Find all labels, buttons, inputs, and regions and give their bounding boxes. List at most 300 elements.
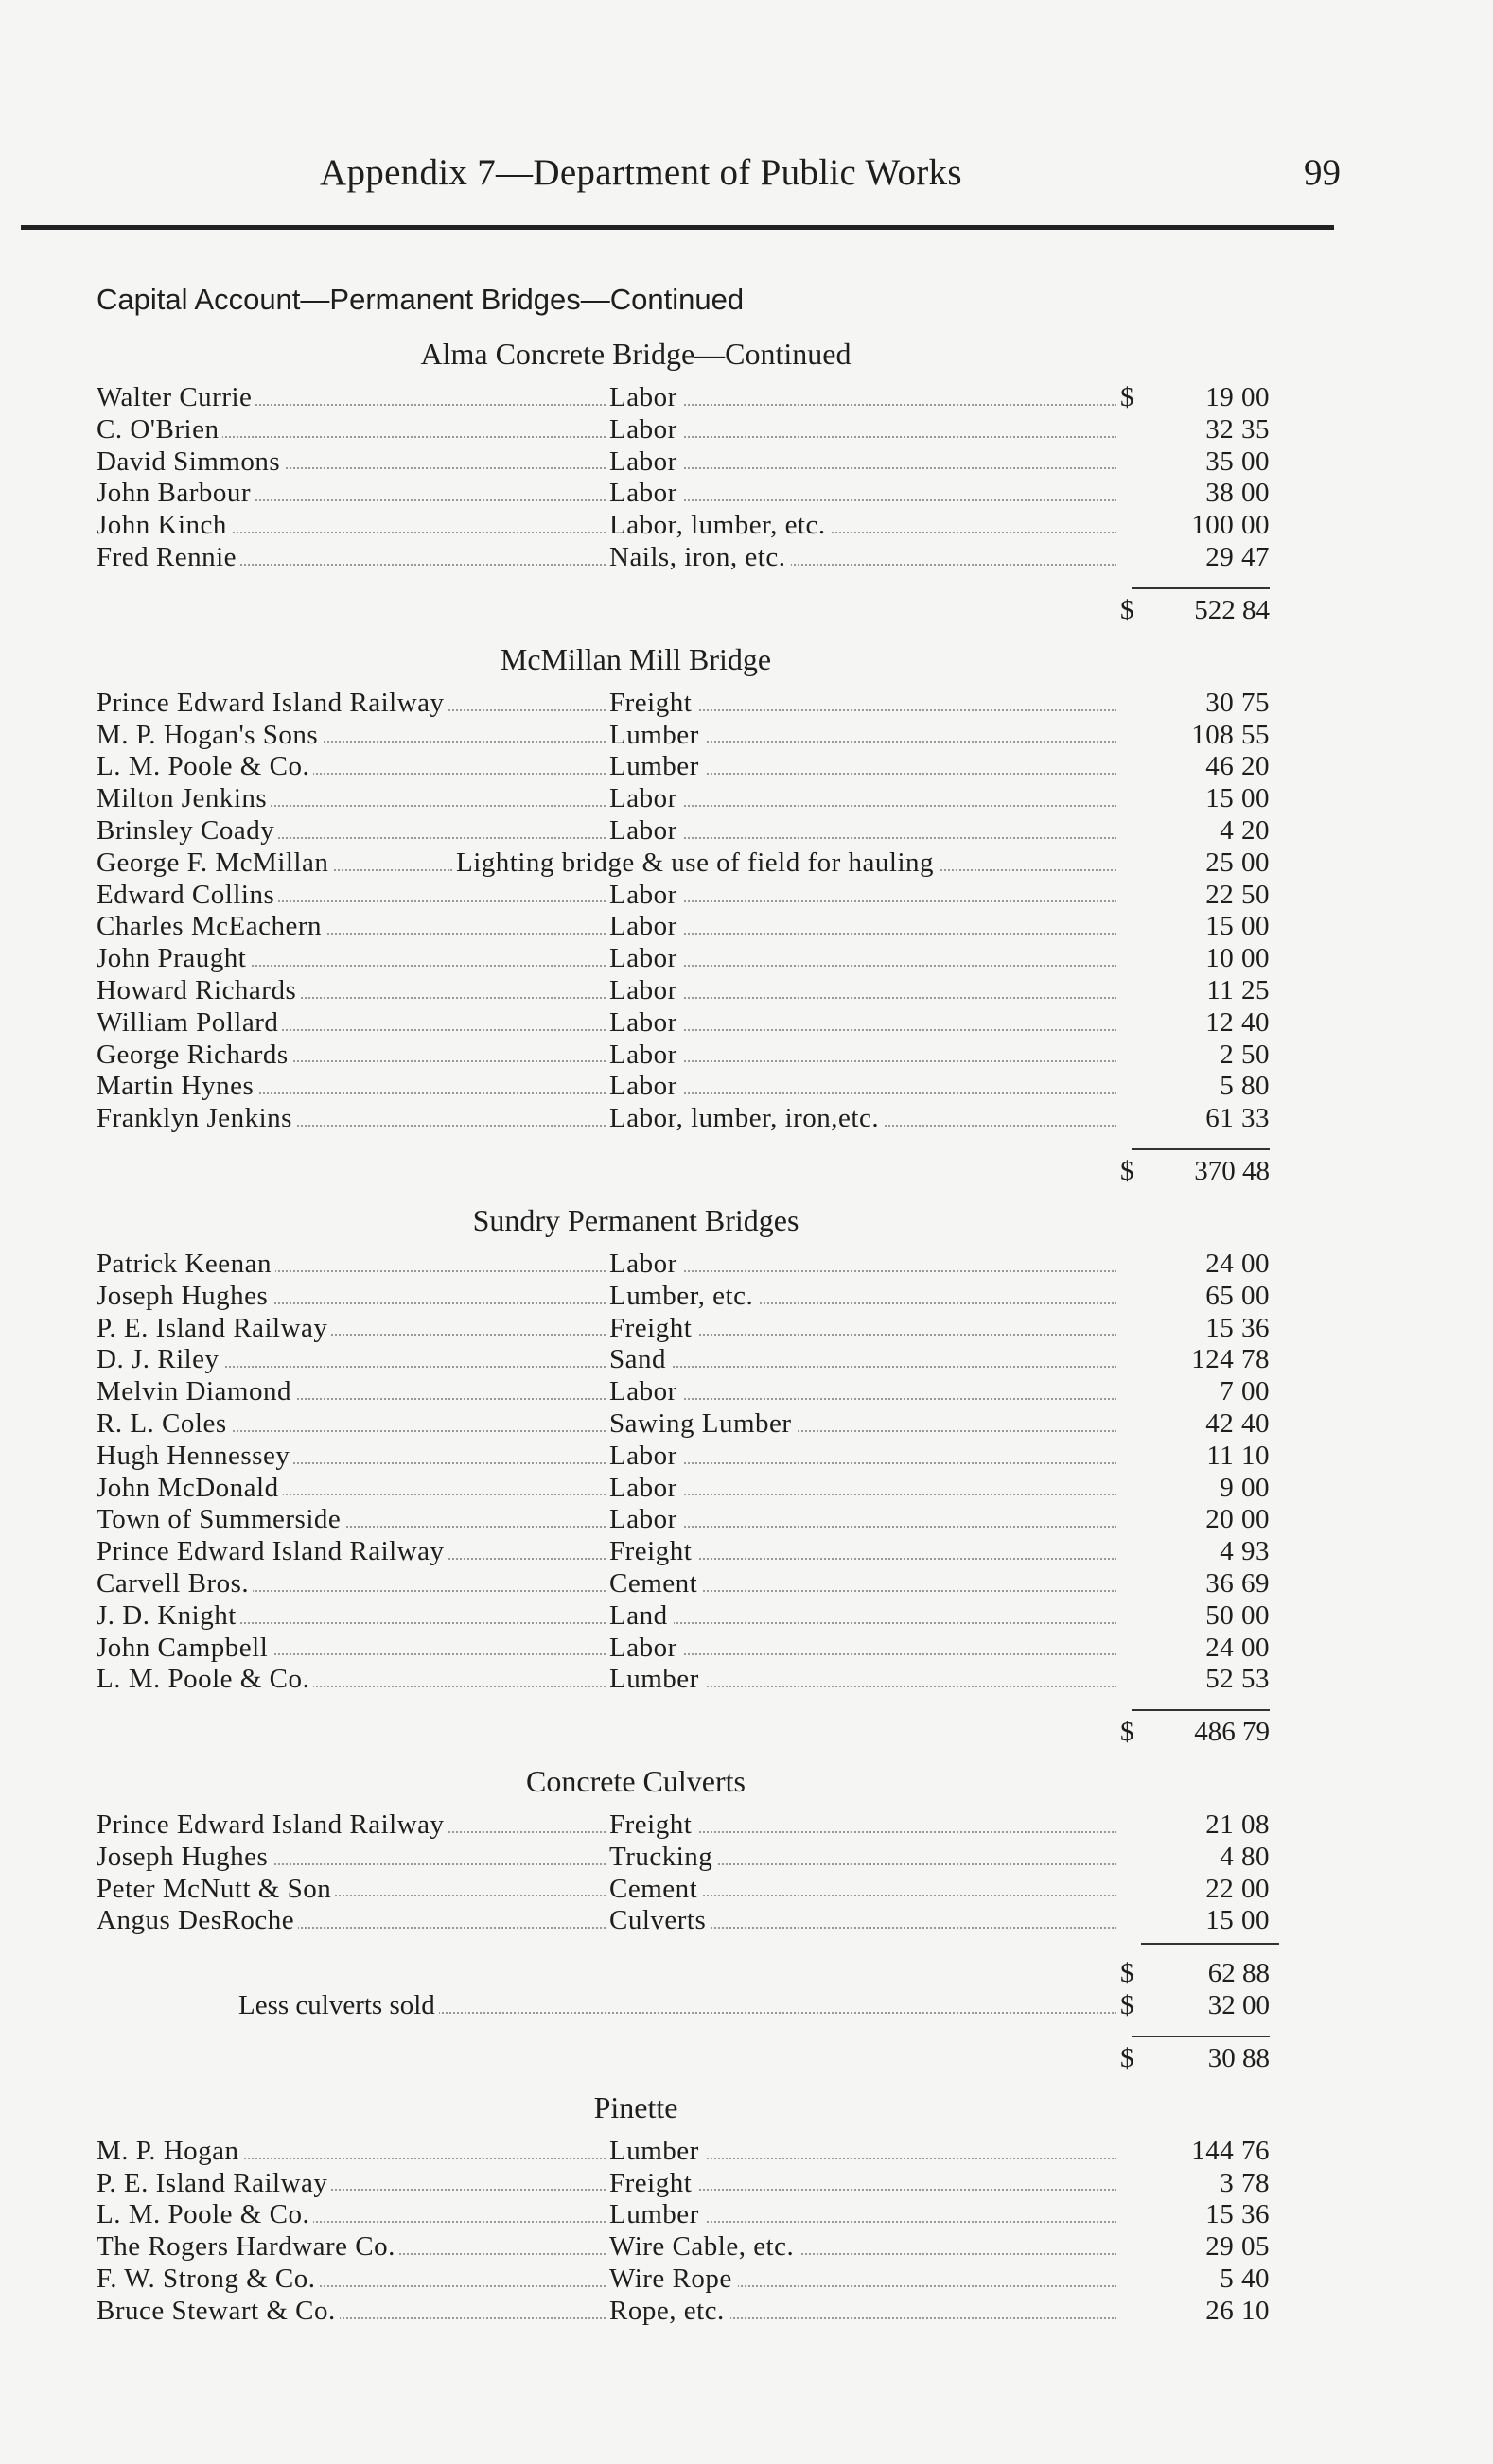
item-text: Lumber	[609, 2136, 705, 2166]
dollar-sign	[1120, 2296, 1149, 2328]
payee-name: M. P. Hogan's Sons	[97, 720, 322, 750]
ledger-entry	[97, 2168, 1289, 2200]
amount-value: 32 35	[1205, 413, 1270, 445]
less-row	[97, 1990, 1289, 2022]
payee-name: Bruce Stewart & Co.	[97, 2296, 340, 2326]
item-text: Labor	[609, 880, 683, 910]
item-text: Wire Rope	[609, 2263, 738, 2294]
entry-amount	[1120, 751, 1270, 783]
entry-amount	[1120, 2199, 1270, 2231]
ledger-entry	[97, 478, 1289, 510]
payee-name: L. M. Poole & Co.	[97, 2199, 313, 2229]
ledger-entry	[97, 2199, 1289, 2231]
payee-name: Martin Hynes	[97, 1071, 257, 1101]
amount-value: 9 00	[1220, 1472, 1270, 1503]
dollar-sign	[1120, 943, 1149, 975]
amount-value: 3 78	[1220, 2167, 1270, 2198]
gross-row	[97, 1958, 1289, 1990]
payee	[97, 1568, 609, 1600]
less-amount	[1120, 1990, 1270, 2022]
dollar-sign	[1120, 510, 1149, 542]
entry-amount	[1120, 1376, 1270, 1408]
ledger-entry	[97, 1007, 1289, 1040]
payee-name: Town of Summerside	[97, 1504, 344, 1534]
dollar-sign	[1120, 688, 1149, 720]
ledger-entry	[97, 1633, 1289, 1665]
item-description	[609, 1842, 1120, 1874]
entry-amount	[1120, 1313, 1270, 1345]
entry-amount	[1120, 1905, 1270, 1937]
dollar-sign	[1120, 975, 1149, 1007]
dollar-sign	[1120, 542, 1149, 574]
entry-amount	[1120, 848, 1270, 880]
payee	[97, 1408, 609, 1441]
dollar-sign	[1120, 2168, 1149, 2200]
payee	[97, 1103, 609, 1135]
entry-amount	[1120, 542, 1270, 574]
item-description	[609, 2231, 1120, 2263]
payee-name: P. E. Island Railway	[97, 2168, 331, 2198]
ledger-entry	[97, 1344, 1289, 1376]
section-total	[97, 1135, 1289, 1192]
ledger-section	[97, 325, 1289, 631]
entry-amount	[1120, 1809, 1270, 1842]
ledger-entry	[97, 1473, 1289, 1505]
entry-amount	[1120, 943, 1270, 975]
item-description	[609, 2263, 1120, 2296]
page-header	[0, 151, 1493, 208]
amount-value: 36 69	[1205, 1567, 1270, 1599]
dollar-sign	[1120, 478, 1149, 510]
dollar-sign	[1120, 1633, 1149, 1665]
item-text: Culverts	[609, 1905, 711, 1935]
item-description	[609, 688, 1120, 720]
payee-name: John Campbell	[97, 1633, 272, 1663]
amount-value: 24 00	[1205, 1248, 1270, 1279]
amount-value: 19 00	[1205, 382, 1270, 412]
ledger-entry	[97, 1040, 1289, 1072]
amount-value: 22 00	[1205, 1873, 1270, 1904]
payee	[97, 1633, 609, 1665]
dollar-sign	[1120, 1007, 1149, 1040]
payee-name: Peter McNutt & Son	[97, 1874, 335, 1904]
amount-value: 12 40	[1205, 1006, 1270, 1038]
subtotal-rule	[1141, 1943, 1279, 1945]
payee	[97, 848, 456, 880]
item-description	[609, 1809, 1120, 1842]
entry-amount	[1120, 1842, 1270, 1874]
item-description	[609, 446, 1120, 479]
dollar-sign	[1120, 751, 1149, 783]
payee-name: Joseph Hughes	[97, 1281, 272, 1311]
entry-amount	[1120, 1281, 1270, 1313]
dollar-sign	[1120, 2263, 1149, 2296]
item-text: Labor	[609, 1007, 683, 1038]
amount-value: 2 50	[1220, 1039, 1270, 1070]
total-row	[1120, 1156, 1270, 1187]
payee-name: George Richards	[97, 1040, 292, 1070]
ledger-entry	[97, 542, 1289, 574]
item-description	[609, 1905, 1120, 1937]
amount-value: 7 00	[1220, 1376, 1270, 1407]
payee	[97, 1281, 609, 1313]
entry-amount	[1120, 1040, 1270, 1072]
item-description	[609, 1633, 1120, 1665]
payee-name: Prince Edward Island Railway	[97, 1809, 448, 1840]
total-rule	[1132, 1709, 1270, 1711]
payee	[97, 783, 609, 815]
ledger-entry	[97, 911, 1289, 943]
item-text: Labor	[609, 911, 683, 941]
item-description	[609, 975, 1120, 1007]
section-title: McMillan Mill Bridge	[500, 641, 772, 676]
item-description	[609, 1376, 1120, 1408]
amount-value: 46 20	[1205, 751, 1270, 782]
entry-amount	[1120, 720, 1270, 752]
entry-amount	[1120, 414, 1270, 446]
payee-name: Fred Rennie	[97, 542, 240, 572]
ledger-section	[97, 1192, 1289, 1753]
payee-name: L. M. Poole & Co.	[97, 751, 313, 781]
payee	[97, 1040, 609, 1072]
entry-list	[97, 2136, 1289, 2328]
item-description	[609, 2199, 1120, 2231]
amount-value: 20 00	[1205, 1504, 1270, 1535]
item-description	[609, 2168, 1120, 2200]
entry-amount	[1120, 2136, 1270, 2168]
account-heading: Capital Account—Permanent Bridges—Continued	[97, 283, 745, 316]
entry-amount	[1120, 510, 1270, 542]
item-text: Sawing Lumber	[609, 1408, 798, 1439]
ledger-entry	[97, 1874, 1289, 1906]
amount-value: 15 36	[1205, 1312, 1270, 1343]
dollar-sign	[1120, 720, 1149, 752]
entry-amount	[1120, 1504, 1270, 1536]
total-amount: 370 48	[1194, 1155, 1270, 1186]
payee	[97, 478, 609, 510]
amount-value: 15 00	[1205, 911, 1270, 942]
item-text: Labor, lumber, iron,etc.	[609, 1103, 885, 1133]
item-description	[609, 542, 1120, 574]
dollar-sign	[1120, 1568, 1149, 1600]
payee	[97, 1905, 609, 1937]
entry-amount	[1120, 2231, 1270, 2263]
payee	[97, 1313, 609, 1345]
item-text: Labor	[609, 1040, 683, 1070]
item-text: Nails, iron, etc.	[609, 542, 791, 572]
dollar-sign	[1120, 880, 1149, 912]
item-description	[609, 1874, 1120, 1906]
payee	[97, 1809, 609, 1842]
item-text: Labor	[609, 975, 683, 1005]
entry-amount	[1120, 446, 1270, 479]
dollar-sign: $	[1120, 1155, 1134, 1186]
item-text: Labor	[609, 1473, 683, 1503]
total-row	[1120, 595, 1270, 626]
item-description	[609, 1664, 1120, 1696]
amount-value: 26 10	[1205, 2295, 1270, 2326]
amount-value: 21 08	[1205, 1809, 1270, 1841]
entry-amount	[1120, 880, 1270, 912]
amount-value: 11 10	[1206, 1440, 1270, 1471]
total-amount: 522 84	[1194, 594, 1270, 625]
item-text: Labor	[609, 815, 683, 846]
payee	[97, 2231, 609, 2263]
payee-name: Prince Edward Island Railway	[97, 1536, 448, 1566]
item-description	[609, 510, 1120, 542]
item-description	[609, 1568, 1120, 1600]
item-description	[609, 1313, 1120, 1345]
item-text: Freight	[609, 1313, 697, 1343]
ledger-entry	[97, 848, 1289, 880]
item-description	[609, 478, 1120, 510]
item-description	[609, 2296, 1120, 2328]
dollar-sign	[1120, 1103, 1149, 1135]
item-text: Cement	[609, 1568, 703, 1599]
amount-value: 50 00	[1205, 1599, 1270, 1631]
payee	[97, 720, 609, 752]
payee	[97, 815, 609, 848]
total-amount: 486 79	[1194, 1717, 1270, 1748]
payee-name: John Barbour	[97, 478, 255, 508]
payee-name: Patrick Keenan	[97, 1249, 275, 1279]
payee	[97, 2168, 609, 2200]
payee	[97, 943, 609, 975]
section-total	[97, 1696, 1289, 1753]
total-row	[1120, 1717, 1270, 1748]
dollar-sign: $	[1120, 382, 1134, 412]
dollar-sign	[1120, 446, 1149, 479]
amount-value: 61 33	[1205, 1103, 1270, 1134]
amount-value: 42 40	[1205, 1407, 1270, 1439]
item-description	[609, 720, 1120, 752]
payee	[97, 975, 609, 1007]
page-title: Appendix 7—Department of Public Works	[320, 152, 962, 193]
ledger-entry	[97, 975, 1289, 1007]
total-rule	[1132, 1148, 1270, 1150]
dollar-sign: $	[1120, 1717, 1134, 1748]
entry-amount	[1120, 2263, 1270, 2296]
payee	[97, 2296, 609, 2328]
payee	[97, 1007, 609, 1040]
payee	[97, 1664, 609, 1696]
total-rule	[1132, 587, 1270, 589]
payee	[97, 542, 609, 574]
total-row	[1120, 2043, 1270, 2074]
amount-value: 24 00	[1205, 1632, 1270, 1663]
item-description	[609, 1249, 1120, 1281]
dollar-sign: $	[1120, 2042, 1134, 2073]
ledger-entry	[97, 1103, 1289, 1135]
dollar-sign: $	[1120, 1990, 1134, 2021]
item-description	[609, 1504, 1120, 1536]
payee-name: Brinsley Coady	[97, 815, 278, 846]
ledger-entry	[97, 1568, 1289, 1600]
dollar-sign	[1120, 1536, 1149, 1568]
dollar-sign	[1120, 848, 1149, 880]
dollar-sign	[1120, 783, 1149, 815]
section-title: Pinette	[593, 2089, 678, 2124]
amount-value: 144 76	[1191, 2135, 1270, 2166]
payee-name: P. E. Island Railway	[97, 1313, 331, 1343]
entry-amount	[1120, 783, 1270, 815]
item-description	[609, 414, 1120, 446]
amount-value: 10 00	[1205, 943, 1270, 974]
total-amount: 30 88	[1207, 2042, 1270, 2073]
amount-value: 5 40	[1220, 2263, 1270, 2295]
payee	[97, 1376, 609, 1408]
payee-name: Angus DesRoche	[97, 1905, 298, 1935]
ledger-entry	[97, 1376, 1289, 1408]
payee-name: C. O'Brien	[97, 414, 222, 445]
item-description	[609, 1007, 1120, 1040]
payee	[97, 1249, 609, 1281]
dollar-sign	[1120, 1408, 1149, 1441]
ledger-entry	[97, 1905, 1289, 1937]
payee	[97, 1071, 609, 1103]
dollar-sign	[1120, 1441, 1149, 1473]
ledger-section	[97, 1753, 1289, 2079]
item-description	[609, 1473, 1120, 1505]
item-description	[609, 1071, 1120, 1103]
item-text: Labor	[609, 414, 683, 445]
ledger-entry	[97, 1809, 1289, 1842]
entry-amount	[1120, 1633, 1270, 1665]
payee-name: Joseph Hughes	[97, 1842, 272, 1872]
item-text: Labor	[609, 1633, 683, 1663]
amount-value: 4 93	[1220, 1536, 1270, 1567]
dollar-sign	[1120, 815, 1149, 848]
payee	[97, 688, 609, 720]
entry-amount	[1120, 1441, 1270, 1473]
ledger-entry	[97, 1600, 1289, 1633]
entry-amount	[1120, 1600, 1270, 1633]
payee	[97, 751, 609, 783]
dollar-sign	[1120, 2199, 1149, 2231]
ledger-entry	[97, 2136, 1289, 2168]
dollar-sign	[1120, 1905, 1149, 1937]
item-text: Sand	[609, 1344, 672, 1374]
ledger-entry	[97, 1071, 1289, 1103]
payee	[97, 2199, 609, 2231]
payee-name: Howard Richards	[97, 975, 300, 1005]
dollar-sign	[1120, 1874, 1149, 1906]
item-text: Rope, etc.	[609, 2296, 730, 2326]
item-text: Land	[609, 1600, 674, 1631]
ledger-entry	[97, 510, 1289, 542]
item-text: Lumber, etc.	[609, 1281, 759, 1311]
amount-value: 124 78	[1191, 1344, 1270, 1375]
ledger-entry	[97, 2231, 1289, 2263]
payee-name: David Simmons	[97, 446, 284, 477]
payee-name: William Pollard	[97, 1007, 282, 1038]
ledger-entry	[97, 1441, 1289, 1473]
entry-amount	[1120, 688, 1270, 720]
item-text: Labor	[609, 1249, 683, 1279]
item-text: Labor	[609, 382, 683, 412]
payee-name: Melvin Diamond	[97, 1376, 295, 1407]
item-text: Lumber	[609, 1664, 705, 1694]
payee-name: Edward Collins	[97, 880, 278, 910]
dollar-sign	[1120, 1249, 1149, 1281]
dollar-sign: $	[1120, 594, 1134, 625]
item-description	[609, 1344, 1120, 1376]
dollar-sign	[1120, 1809, 1149, 1842]
ledger-section	[97, 2079, 1289, 2328]
payee-name: Carvell Bros.	[97, 1568, 253, 1599]
entry-list	[97, 382, 1289, 574]
item-description	[609, 382, 1120, 414]
item-text: Cement	[609, 1874, 703, 1904]
dollar-sign	[1120, 1344, 1149, 1376]
item-description	[609, 1536, 1120, 1568]
amount-value: 65 00	[1205, 1280, 1270, 1311]
payee-name: L. M. Poole & Co.	[97, 1664, 313, 1694]
payee-name: M. P. Hogan	[97, 2136, 243, 2166]
ledger-entry	[97, 382, 1289, 414]
amount-value: 30 75	[1205, 687, 1270, 718]
dollar-sign	[1120, 414, 1149, 446]
ledger-entry	[97, 751, 1289, 783]
payee	[97, 1473, 609, 1505]
item-description	[609, 1103, 1120, 1135]
item-description	[609, 2136, 1120, 2168]
dollar-sign	[1120, 1842, 1149, 1874]
item-text: Labor	[609, 943, 683, 973]
less-label-text: Less culverts sold	[238, 1990, 439, 2020]
item-text: Freight	[609, 2168, 697, 2198]
ledger-section	[97, 631, 1289, 1192]
ledger-entry	[97, 414, 1289, 446]
item-text: Labor	[609, 1504, 683, 1534]
entry-amount	[1120, 1536, 1270, 1568]
amount-value: 100 00	[1191, 510, 1270, 541]
payee-name: John Kinch	[97, 510, 231, 540]
payee-name: The Rogers Hardware Co.	[97, 2231, 399, 2262]
amount-value: 15 00	[1205, 1905, 1270, 1936]
ledger-entry	[97, 1504, 1289, 1536]
ledger-entry	[97, 1281, 1289, 1313]
entry-amount	[1120, 1874, 1270, 1906]
entry-amount	[1120, 1568, 1270, 1600]
item-text: Freight	[609, 688, 697, 718]
amount-value: 62 88	[1207, 1958, 1270, 1989]
entry-amount	[1120, 1473, 1270, 1505]
section-total	[97, 574, 1289, 631]
item-description	[456, 848, 1120, 880]
ledger-entry	[97, 1249, 1289, 1281]
payee	[97, 1504, 609, 1536]
ledger-entry	[97, 783, 1289, 815]
dollar-sign	[1120, 1473, 1149, 1505]
gross-amount	[1120, 1958, 1270, 1990]
entry-amount	[1120, 975, 1270, 1007]
payee-name: John McDonald	[97, 1473, 283, 1503]
payee	[97, 510, 609, 542]
payee	[97, 1600, 609, 1633]
payee-name: Hugh Hennessey	[97, 1441, 293, 1471]
amount-value: 4 20	[1220, 814, 1270, 846]
item-description	[609, 815, 1120, 848]
entry-list	[97, 1249, 1289, 1696]
payee	[97, 1536, 609, 1568]
ledger-entry	[97, 1408, 1289, 1441]
section-title: Concrete Culverts	[526, 1764, 746, 1799]
payee	[97, 382, 609, 414]
ledger-sections	[97, 325, 1289, 2328]
ledger-entry	[97, 815, 1289, 848]
amount-value: 11 25	[1206, 974, 1270, 1005]
